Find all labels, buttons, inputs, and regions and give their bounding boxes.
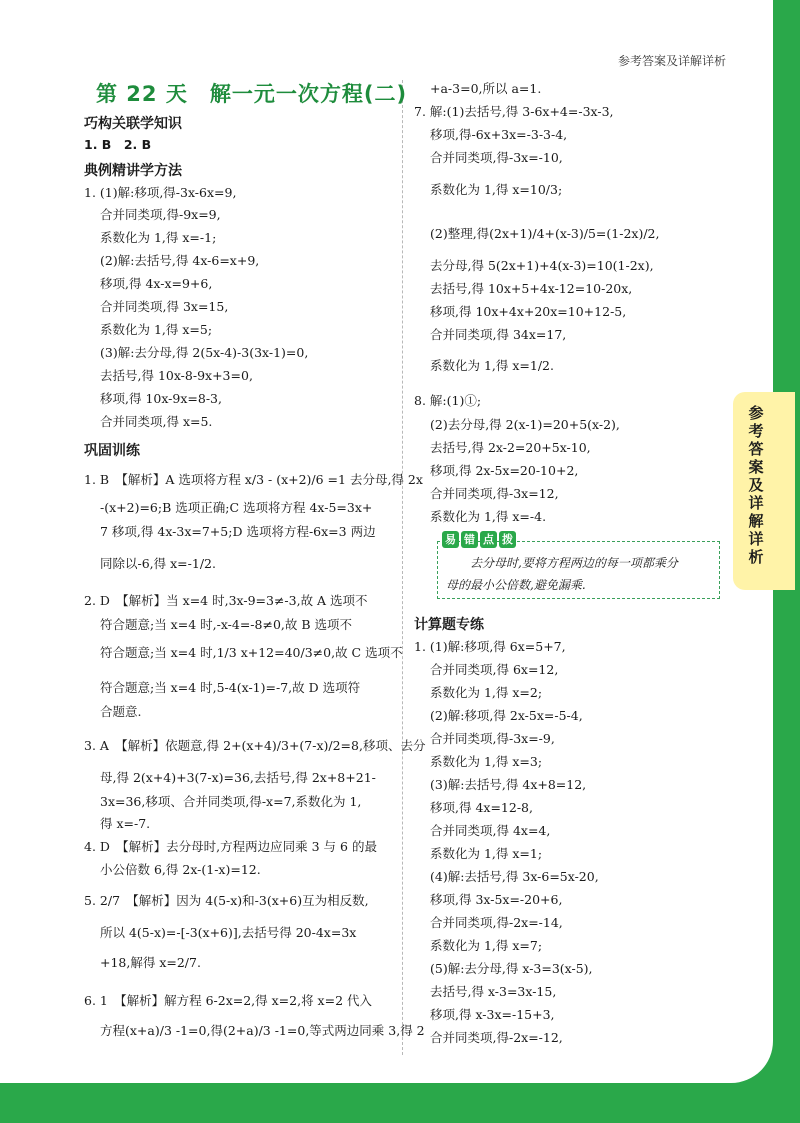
solution-line: 7. 解:(1)去括号,得 3-6x+4=-3x-3, xyxy=(414,104,614,119)
answer-line: 1. B 2. B xyxy=(84,137,152,152)
solution-line: (2)解:去括号,得 4x-6=x+9, xyxy=(100,253,260,268)
page-title: 第 22 天 解一元一次方程(二) xyxy=(96,82,408,106)
tip-char: 点 xyxy=(480,531,497,548)
solution-line: 移项,得 10x-9x=8-3, xyxy=(100,391,222,406)
solution-line: 移项,得 10x+4x+20x=10+12-5, xyxy=(430,304,627,319)
column-divider xyxy=(402,80,403,1055)
solution-line: 合题意. xyxy=(100,704,142,719)
solution-line: 母,得 2(x+4)+3(7-x)=36,去括号,得 2x+8+21- xyxy=(100,770,376,785)
solution-line: 8. 解:(1)①; xyxy=(414,393,482,408)
solution-line: 去分母,得 5(2x+1)+4(x-3)=10(1-2x), xyxy=(430,258,654,273)
solution-line: 移项,得 4x=12-8, xyxy=(430,800,533,815)
solution-line: 小公倍数 6,得 2x-(1-x)=12. xyxy=(100,862,261,877)
solution-line: 系数化为 1,得 x=10/3; xyxy=(430,182,563,197)
tip-label xyxy=(442,531,516,548)
running-header: 参考答案及详解详析 xyxy=(617,54,726,68)
solution-line: 合并同类项,得-9x=9, xyxy=(100,207,221,222)
solution-line: 去括号,得 10x+5+4x-12=10-20x, xyxy=(430,281,633,296)
solution-line: 合并同类项,得 6x=12, xyxy=(430,662,559,677)
solution-line: 系数化为 1,得 x=7; xyxy=(430,938,543,953)
solution-line: 系数化为 1,得 x=-1; xyxy=(100,230,217,245)
solution-line: 4. D 【解析】去分母时,方程两边应同乘 3 与 6 的最 xyxy=(84,839,377,854)
solution-line: 1. B 【解析】A 选项将方程 x/3 - (x+2)/6 =1 去分母,得 2x xyxy=(84,472,423,487)
solution-line: 移项,得 4x-x=9+6, xyxy=(100,276,213,291)
tip-text: 去分母时,要将方程两边的每一项都乘分 xyxy=(470,556,678,570)
solution-line: 去括号,得 10x-8-9x+3=0, xyxy=(100,368,253,383)
solution-line: (3)解:去括号,得 4x+8=12, xyxy=(430,777,587,792)
solution-line: 7 移项,得 4x-3x=7+5;D 选项将方程-6x=3 两边 xyxy=(100,524,376,539)
solution-line: 系数化为 1,得 x=5; xyxy=(100,322,213,337)
solution-line: 移项,得-6x+3x=-3-3-4, xyxy=(430,127,568,142)
solution-line: 1. (1)解:移项,得-3x-6x=9, xyxy=(84,185,237,200)
solution-line: 方程(x+a)/3 -1=0,得(2+a)/3 -1=0,等式两边同乘 3,得 2 xyxy=(100,1023,425,1038)
solution-line: 移项,得 x-3x=-15+3, xyxy=(430,1007,555,1022)
solution-line: 系数化为 1,得 x=1; xyxy=(430,846,543,861)
solution-line: 符合题意;当 x=4 时,5-4(x-1)=-7,故 D 选项符 xyxy=(100,680,361,695)
solution-line: 系数化为 1,得 x=-4. xyxy=(430,509,547,524)
solution-line: 合并同类项,得-3x=-10, xyxy=(430,150,563,165)
solution-line: 合并同类项,得 3x=15, xyxy=(100,299,229,314)
solution-line: 2. D 【解析】当 x=4 时,3x-9=3≠-3,故 A 选项不 xyxy=(84,593,368,608)
solution-line: (4)解:去括号,得 3x-6=5x-20, xyxy=(430,869,599,884)
solution-line: (2)去分母,得 2(x-1)=20+5(x-2), xyxy=(430,417,620,432)
solution-line: (5)解:去分母,得 x-3=3(x-5), xyxy=(430,961,593,976)
solution-line: 得 x=-7. xyxy=(100,816,151,831)
tip-char: 拨 xyxy=(499,531,516,548)
solution-line: 所以 4(5-x)=-[-3(x+6)],去括号得 20-4x=3x xyxy=(100,925,357,940)
solution-line: 符合题意;当 x=4 时,-x-4=-8≠0,故 B 选项不 xyxy=(100,617,353,632)
section-heading: 计算题专练 xyxy=(414,617,484,633)
solution-line: 6. 1 【解析】解方程 6-2x=2,得 x=2,将 x=2 代入 xyxy=(84,993,373,1008)
solution-line: 移项,得 2x-5x=20-10+2, xyxy=(430,463,579,478)
solution-line: 合并同类项,得 34x=17, xyxy=(430,327,567,342)
tip-char: 易 xyxy=(442,531,459,548)
solution-line: 系数化为 1,得 x=1/2. xyxy=(430,358,554,373)
solution-line: (3)解:去分母,得 2(5x-4)-3(3x-1)=0, xyxy=(100,345,309,360)
solution-line: +18,解得 x=2/7. xyxy=(100,955,201,970)
solution-line: 3x=36,移项、合并同类项,得-x=7,系数化为 1, xyxy=(100,794,362,809)
section-heading: 典例精讲学方法 xyxy=(84,163,182,179)
side-tab-label: 参考答案及详解详析 xyxy=(748,404,764,566)
solution-line: 合并同类项,得 x=5. xyxy=(100,414,213,429)
solution-line: 合并同类项,得-3x=-9, xyxy=(430,731,555,746)
solution-line: 合并同类项,得-3x=12, xyxy=(430,486,559,501)
solution-line: 移项,得 3x-5x=-20+6, xyxy=(430,892,563,907)
section-heading: 巧构关联学知识 xyxy=(84,116,182,132)
solution-line: 系数化为 1,得 x=3; xyxy=(430,754,543,769)
solution-line: 合并同类项,得 4x=4, xyxy=(430,823,551,838)
solution-line: 合并同类项,得-2x=-14, xyxy=(430,915,563,930)
solution-line: 系数化为 1,得 x=2; xyxy=(430,685,543,700)
section-heading: 巩固训练 xyxy=(84,443,140,459)
solution-line: 合并同类项,得-2x=-12, xyxy=(430,1030,563,1045)
solution-line: 去括号,得 2x-2=20+5x-10, xyxy=(430,440,591,455)
solution-line: (2)解:移项,得 2x-5x=-5-4, xyxy=(430,708,583,723)
tip-char: 错 xyxy=(461,531,478,548)
solution-line: 符合题意;当 x=4 时,1/3 x+12=40/3≠0,故 C 选项不 xyxy=(100,645,403,660)
solution-line: 5. 2/7 【解析】因为 4(5-x)和-3(x+6)互为相反数, xyxy=(84,893,369,908)
tip-text: 母的最小公倍数,避免漏乘. xyxy=(446,578,586,592)
solution-line: (2)整理,得(2x+1)/4+(x-3)/5=(1-2x)/2, xyxy=(430,226,660,241)
solution-line: 同除以-6,得 x=-1/2. xyxy=(100,556,216,571)
solution-line: -(x+2)=6;B 选项正确;C 选项将方程 4x-5=3x+ xyxy=(100,500,373,515)
solution-line: 1. (1)解:移项,得 6x=5+7, xyxy=(414,639,566,654)
solution-line: 3. A 【解析】依题意,得 2+(x+4)/3+(7-x)/2=8,移项、去分 xyxy=(84,738,426,753)
solution-line: 去括号,得 x-3=3x-15, xyxy=(430,984,557,999)
solution-line: +a-3=0,所以 a=1. xyxy=(430,81,542,96)
